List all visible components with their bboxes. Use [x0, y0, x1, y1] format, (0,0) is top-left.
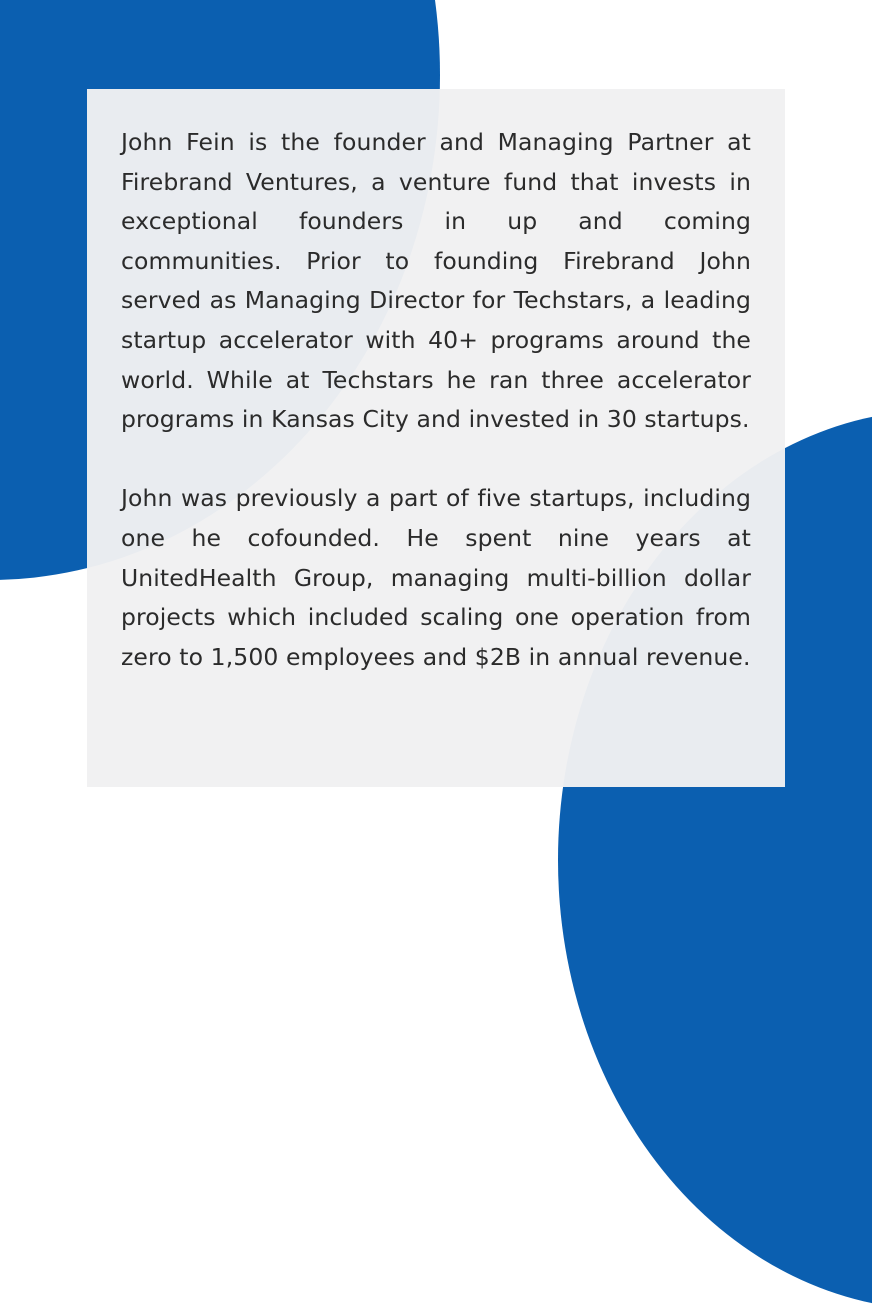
bio-card	[87, 89, 785, 787]
bio-paragraph-2: John was previously a part of five startups, including one he cofounded. He spent nine years at UnitedHealth Group, managing multi-billion dollar projects which included scaling one operation from zero to 1,500 employees and $2B in annual revenue.	[121, 484, 751, 671]
bio-paragraph-1: John Fein is the founder and Managing Partner at Firebrand Ventures, a venture fund that invests in exceptional founders in up and coming communities. Prior to founding Firebrand John served as Managing Director for Techstars, a leading startup accelerator with 40+ programs around the world. While at Techstars he ran three accelerator programs in Kansas City and invested in 30 startups.	[121, 128, 751, 434]
